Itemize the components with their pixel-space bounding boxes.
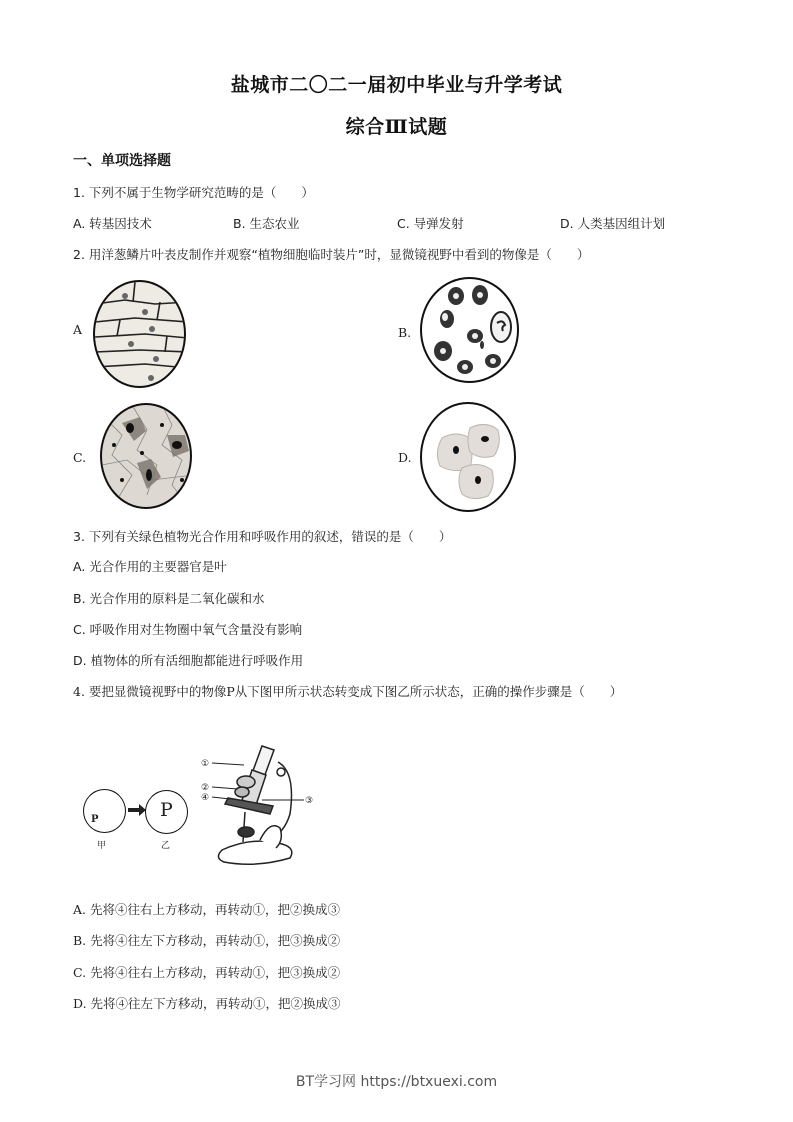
question-1-option-c: C. 导弹发射	[397, 216, 464, 231]
question-3-option-c: C. 呼吸作用对生物圈中氧气含量没有影响	[73, 622, 303, 637]
question-2-option-c-label: C.	[73, 450, 87, 465]
onion-epidermis-cells-figure	[93, 280, 186, 388]
question-1-option-a: A. 转基因技术	[73, 216, 152, 231]
question-4-option-a: A. 先将④往右上方移动，再转动①，把②换成③	[73, 902, 340, 917]
question-4-stem: 4. 要把显微镜视野中的物像P从下图甲所示状态转变成下图乙所示状态，正确的操作步骤是（ ）	[73, 684, 623, 699]
tissue-cells-icon	[102, 405, 192, 509]
question-1-option-d: D. 人类基因组计划	[560, 216, 666, 231]
blood-cells-figure	[420, 277, 519, 383]
microscope-label-1: ①	[201, 759, 210, 769]
question-1-stem: 1. 下列不属于生物学研究范畴的是（ ）	[73, 185, 314, 200]
view-jia-label: 甲	[97, 841, 107, 851]
microscope-label-4: ④	[201, 793, 210, 803]
exam-title: 盐城市二〇二一届初中毕业与升学考试	[230, 74, 563, 96]
exam-subtitle: 综合Ⅲ试题	[345, 116, 448, 138]
microscope-label-2: ②	[201, 783, 210, 793]
question-3-option-a: A. 光合作用的主要器官是叶	[73, 559, 227, 574]
view-yi-label: 乙	[161, 841, 171, 851]
question-2-option-d-label: D.	[398, 450, 412, 465]
question-4-option-d: D. 先将④往左下方移动，再转动①，把②换成③	[73, 996, 341, 1011]
microscope-figure	[200, 742, 325, 867]
question-3-option-b: B. 光合作用的原料是二氧化碳和水	[73, 591, 265, 606]
epithelial-cells-icon	[422, 404, 516, 512]
cheek-epithelial-cells-figure	[420, 402, 516, 512]
question-2-stem: 2. 用洋葱鳞片叶表皮制作并观察“植物细胞临时装片”时，显微镜视野中看到的物像是（ ）	[73, 247, 590, 262]
question-2-option-a-label: A	[73, 322, 83, 337]
blood-cells-icon	[422, 279, 519, 383]
view-jia-letter: P	[91, 814, 99, 825]
plant-tissue-cells-figure	[100, 403, 192, 509]
question-3-option-d: D. 植物体的所有活细胞都能进行呼吸作用	[73, 653, 304, 668]
view-jia-circle	[83, 789, 126, 833]
question-1-option-b: B. 生态农业	[233, 216, 300, 231]
section-heading: 一、单项选择题	[73, 153, 171, 169]
onion-cells-icon	[95, 282, 186, 388]
footer-watermark: BT学习网 https://btxuexi.com	[295, 1074, 498, 1090]
question-4-option-c: C. 先将④往右上方移动，再转动①，把③换成②	[73, 965, 341, 980]
view-yi-circle	[145, 790, 188, 834]
view-yi-letter: P	[160, 799, 173, 821]
microscope-label-3: ③	[305, 796, 314, 806]
question-3-stem: 3. 下列有关绿色植物光合作用和呼吸作用的叙述，错误的是（ ）	[73, 529, 452, 544]
question-4-option-b: B. 先将④往左下方移动，再转动①，把③换成②	[73, 933, 341, 948]
question-2-option-b-label: B.	[398, 325, 412, 340]
microscope-icon	[200, 742, 325, 867]
